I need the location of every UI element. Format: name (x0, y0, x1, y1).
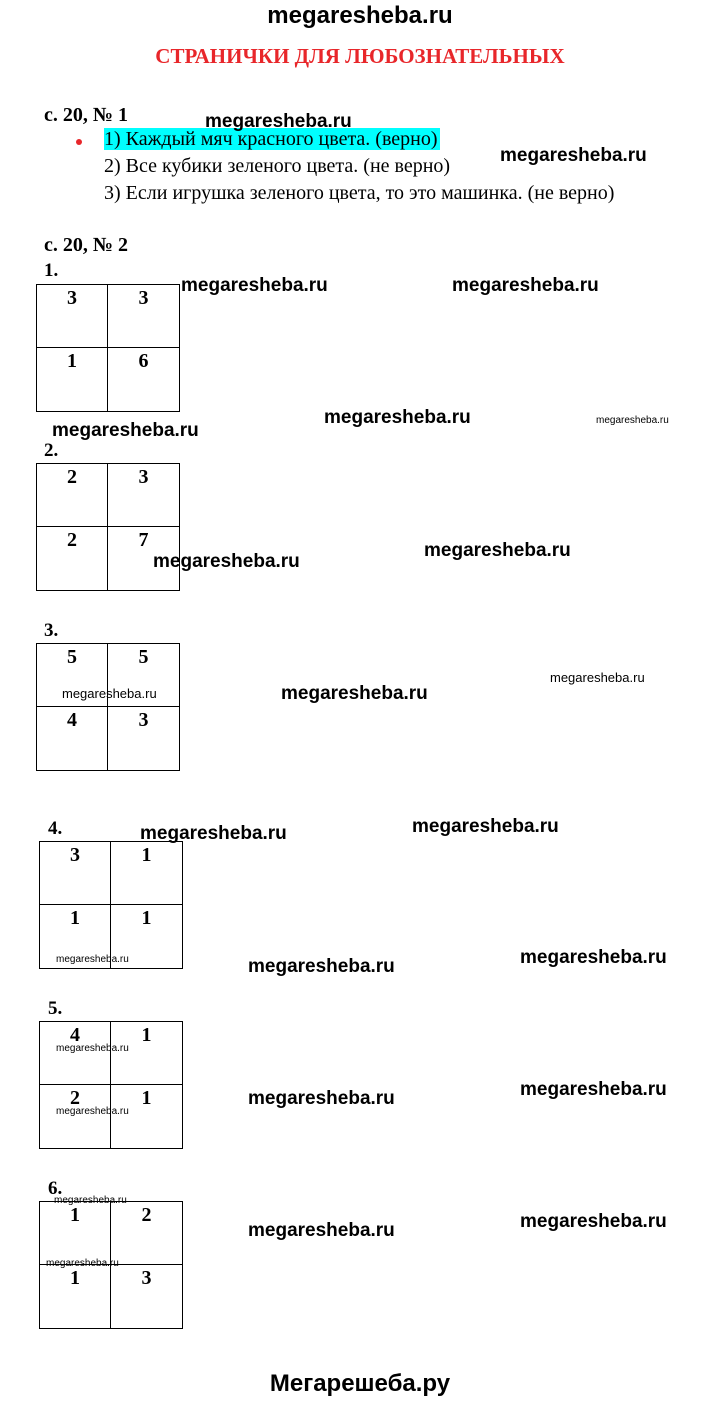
number-grid (39, 1021, 183, 1149)
grid-label: 6. (48, 1178, 63, 1199)
number-grid (36, 284, 180, 412)
watermark: megaresheba.ru (56, 954, 129, 965)
watermark: megaresheba.ru (596, 415, 669, 426)
site-footer: Мегарешеба.ру (269, 1370, 451, 1397)
grid-label: 4. (48, 818, 63, 839)
number-grid (39, 841, 183, 969)
watermark: megaresheba.ru (550, 670, 645, 685)
grid-label: 5. (48, 998, 63, 1019)
grid-cell: 3 (40, 842, 111, 905)
grid-cell: 1 (37, 348, 108, 411)
watermark: megaresheba.ru (281, 683, 428, 704)
grid-cell: 6 (138, 350, 149, 372)
grid-cell: 4 (37, 707, 108, 770)
watermark: megaresheba.ru (412, 816, 559, 837)
grid-cell: 3 (138, 709, 149, 731)
watermark: megaresheba.ru (54, 1195, 127, 1206)
number-grid (36, 643, 180, 771)
section-title: СТРАНИЧКИ ДЛЯ ЛЮБОЗНАТЕЛЬНЫХ (155, 44, 565, 68)
grid-cell: 1 (111, 1022, 182, 1085)
grid-cell: 5 (108, 644, 179, 707)
site-header: megaresheba.ru (267, 2, 453, 29)
grid-cell: 1 (40, 905, 111, 968)
task2-heading: с. 20, № 2 (44, 234, 128, 256)
grid-cell: 2 (111, 1202, 182, 1265)
watermark: megaresheba.ru (52, 420, 199, 441)
grid-cell: 1 (40, 1202, 111, 1265)
grid-cell: 1 (111, 842, 182, 905)
grid-cell: 1 (141, 1087, 152, 1109)
watermark: megaresheba.ru (424, 540, 571, 561)
grid-cell: 7 (138, 529, 149, 551)
task1-item-3: 3) Если игрушка зеленого цвета, то это машинка. (не верно) (104, 182, 615, 204)
grid-cell: 1 (40, 1265, 111, 1328)
grid-cell: 3 (141, 1267, 152, 1289)
grid-label: 3. (44, 620, 59, 641)
watermark: megaresheba.ru (62, 686, 157, 701)
watermark: megaresheba.ru (520, 947, 667, 968)
watermark: megaresheba.ru (56, 1043, 129, 1054)
bullet-icon (76, 139, 82, 145)
task1-heading: с. 20, № 1 (44, 104, 128, 126)
grid-cell: 2 (40, 1085, 111, 1148)
watermark: megaresheba.ru (520, 1079, 667, 1100)
watermark: megaresheba.ru (248, 1220, 395, 1241)
watermark: megaresheba.ru (248, 956, 395, 977)
grid-label: 2. (44, 440, 59, 461)
watermark: megaresheba.ru (181, 275, 328, 296)
watermark: megaresheba.ru (248, 1088, 395, 1109)
grid-cell: 1 (141, 907, 152, 929)
highlighted-answer: 1) Каждый мяч красного цвета. (верно) (104, 128, 438, 150)
watermark: megaresheba.ru (500, 145, 647, 166)
grid-label: 1. (44, 260, 59, 281)
watermark: megaresheba.ru (324, 407, 471, 428)
grid-cell: 5 (37, 644, 108, 707)
grid-cell: 3 (108, 285, 179, 348)
task1-item-2: 2) Все кубики зеленого цвета. (не верно) (104, 155, 451, 177)
watermark: megaresheba.ru (56, 1106, 129, 1117)
watermark: megaresheba.ru (46, 1258, 119, 1269)
grid-cell: 2 (37, 527, 108, 590)
watermark: megaresheba.ru (153, 551, 300, 572)
watermark: megaresheba.ru (205, 111, 352, 132)
watermark: megaresheba.ru (140, 823, 287, 844)
grid-cell: 3 (108, 464, 179, 527)
grid-cell: 3 (37, 285, 108, 348)
grid-cell: 2 (37, 464, 108, 527)
watermark: megaresheba.ru (452, 275, 599, 296)
watermark: megaresheba.ru (520, 1211, 667, 1232)
grid-cell: 4 (40, 1022, 111, 1085)
